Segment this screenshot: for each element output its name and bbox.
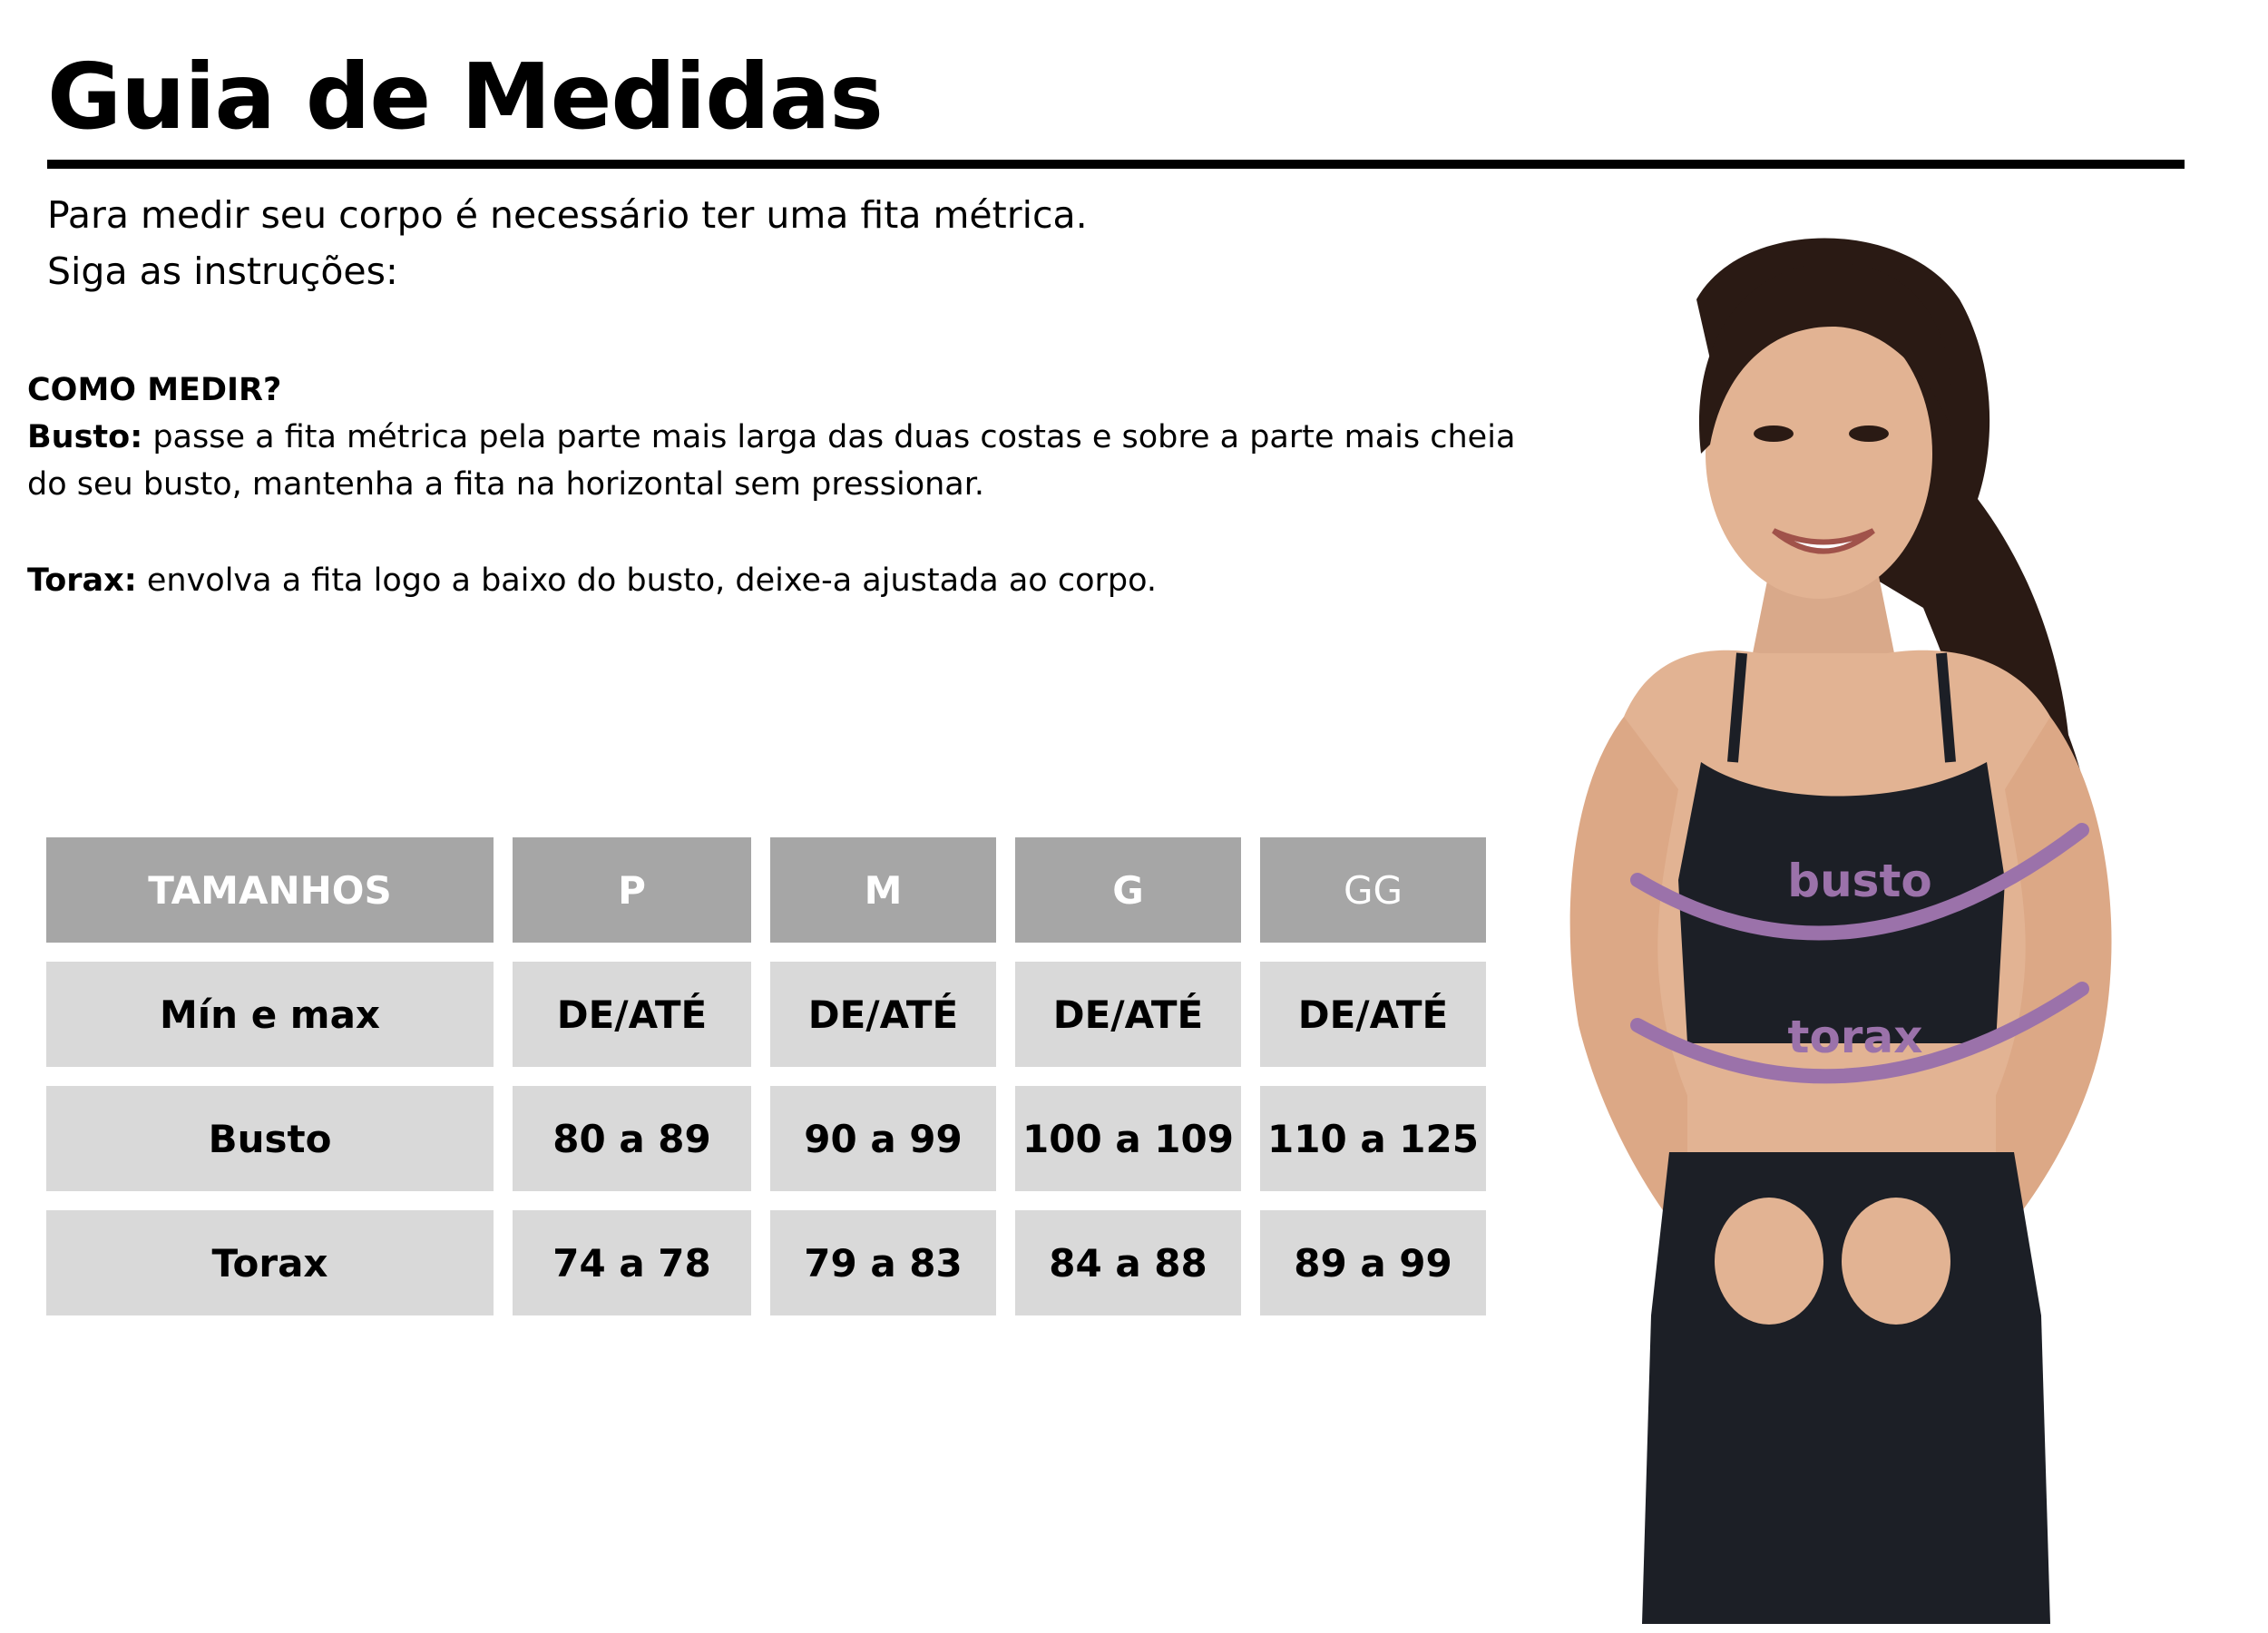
table-cell: 74 a 78 (513, 1210, 751, 1315)
table-cell: 80 a 89 (513, 1086, 751, 1191)
header-size-m: M (770, 837, 996, 943)
right-eye (1849, 425, 1889, 442)
leggings (1642, 1152, 2050, 1624)
intro-line-1: Para medir seu corpo é necessário ter uma fita métrica. (47, 193, 1088, 237)
intro-text (47, 187, 1408, 299)
table-header-row (46, 837, 1486, 943)
torax-label: torax (1787, 1011, 1923, 1063)
torax-label: Torax: (27, 562, 137, 599)
size-table (27, 818, 1505, 1335)
busto-instruction (27, 414, 1551, 508)
busto-text: passe a fita métrica pela parte mais larga das duas costas e sobre a parte mais cheia do seu busto, mantenha a fita na horizontal sem pressionar. (27, 419, 1516, 503)
busto-label: busto (1787, 855, 1932, 907)
torax-instruction (27, 557, 1551, 604)
table-row-busto (46, 1086, 1486, 1191)
table-row-min-max (46, 962, 1486, 1067)
right-hand (1842, 1198, 1950, 1325)
table-cell: 110 a 125 (1260, 1086, 1486, 1191)
header-size-gg: GG (1260, 837, 1486, 943)
row-label-busto: Busto (46, 1086, 494, 1191)
table-cell: DE/ATÉ (1260, 962, 1486, 1067)
table-cell: 90 a 99 (770, 1086, 996, 1191)
row-label-torax: Torax (46, 1210, 494, 1315)
title-divider (47, 160, 2185, 169)
page-title: Guia de Medidas (47, 44, 883, 150)
left-eye (1754, 425, 1794, 442)
header-size-p: P (513, 837, 751, 943)
torax-text: envolva a fita logo a baixo do busto, deixe-a ajustada ao corpo. (136, 562, 1158, 599)
table-cell: 89 a 99 (1260, 1210, 1486, 1315)
header-size-g: G (1015, 837, 1241, 943)
how-to-heading: COMO MEDIR? (27, 372, 282, 408)
spacer (27, 508, 1551, 557)
table-cell: DE/ATÉ (1015, 962, 1241, 1067)
row-label-min-max: Mín e max (46, 962, 494, 1067)
how-to-measure (27, 367, 1551, 604)
table-cell: DE/ATÉ (513, 962, 751, 1067)
table-cell: 79 a 83 (770, 1210, 996, 1315)
intro-line-2: Siga as instruções: (47, 249, 398, 293)
table-cell: 84 a 88 (1015, 1210, 1241, 1315)
table-row-torax (46, 1210, 1486, 1315)
header-sizes: TAMANHOS (46, 837, 494, 943)
table-cell: DE/ATÉ (770, 962, 996, 1067)
busto-label: Busto: (27, 419, 143, 455)
table-cell: 100 a 109 (1015, 1086, 1241, 1191)
left-hand (1715, 1198, 1823, 1325)
model-photo (1470, 227, 2250, 1624)
